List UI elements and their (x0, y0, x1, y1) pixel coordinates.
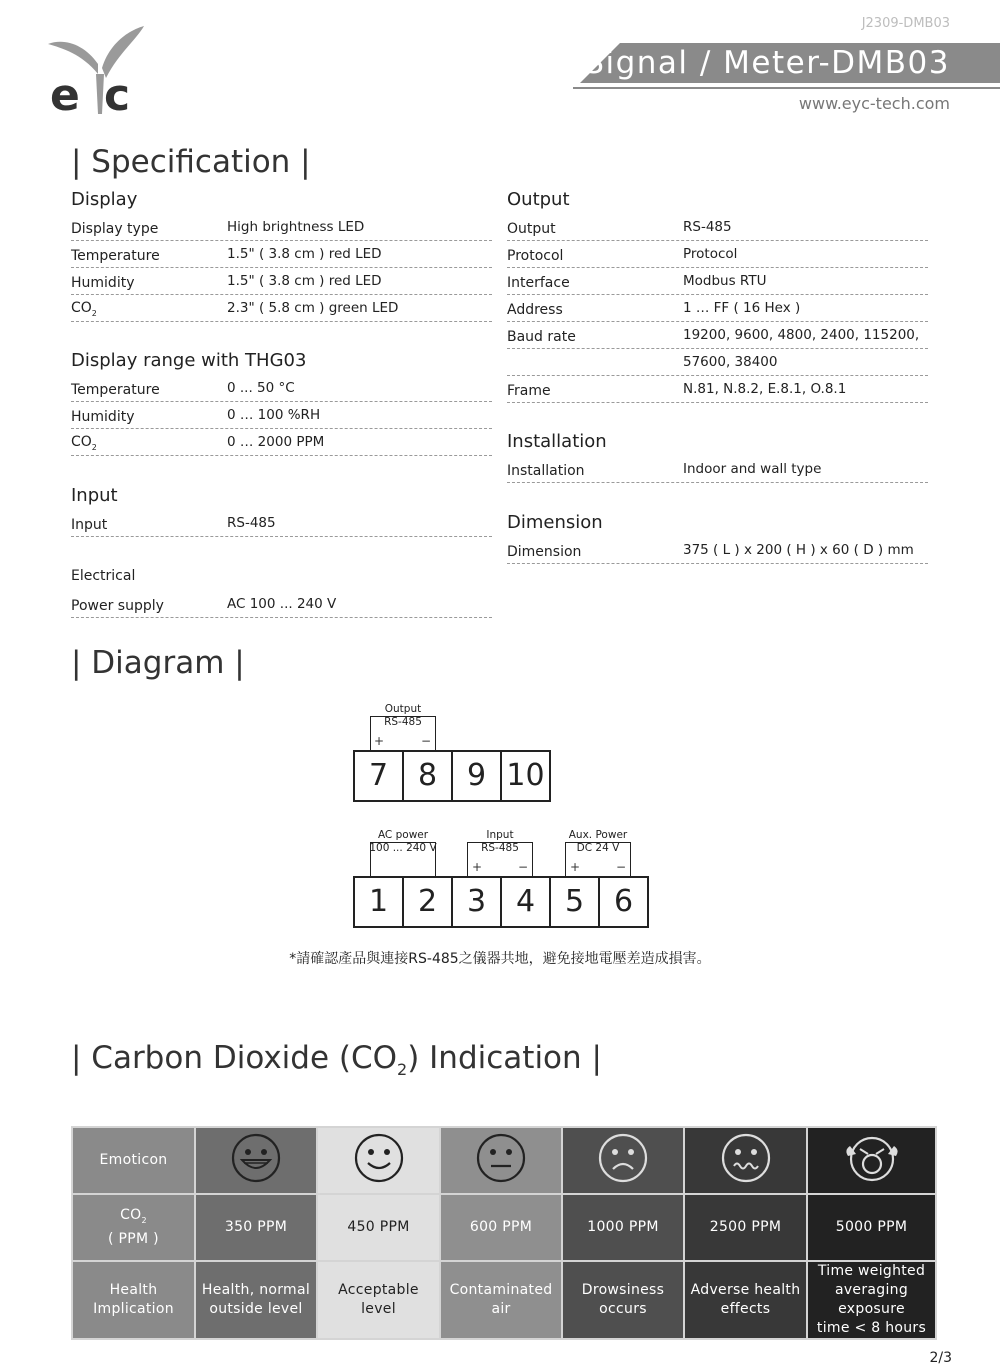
aux-power-label: Aux. Power DC 24 V (568, 829, 628, 854)
terminal-4: 4 (500, 876, 551, 928)
level-2-ppm: 450 PPM (317, 1194, 440, 1261)
spec-value: RS-485 (227, 515, 276, 531)
level-5-emoticon-cell (684, 1127, 807, 1194)
terminal-6: 6 (598, 876, 649, 928)
level-3-implication: Contaminated air (440, 1261, 562, 1339)
level-1-ppm: 350 PPM (195, 1194, 317, 1261)
dimension-group-title: Dimension (507, 512, 603, 533)
level-6-emoticon-cell (807, 1127, 936, 1194)
level-4-implication: Drowsiness occurs (562, 1261, 684, 1339)
input-label: Input RS-485 (481, 829, 519, 854)
svg-text:c: c (104, 70, 131, 116)
emoticon-row-header: Emoticon (72, 1127, 195, 1194)
emoticon-row (72, 1127, 936, 1194)
plus-sign: + (472, 860, 483, 874)
spec-row-interface (507, 268, 928, 295)
minus-sign: − (616, 860, 627, 874)
electrical-group-title: Electrical (71, 568, 136, 584)
spec-value: Indoor and wall type (683, 461, 822, 477)
level-3-emoticon-cell (440, 1127, 562, 1194)
terminal-1: 1 (353, 876, 404, 928)
output-label: Output RS-485 (384, 703, 422, 728)
spec-row-baud-rate-cont (507, 349, 928, 376)
spec-row-frame (507, 376, 928, 403)
display-group-title: Display (71, 189, 138, 210)
ac-power-label: AC power 100 ... 240 V (369, 829, 437, 854)
spec-row-baud-rate (507, 322, 928, 349)
spec-row-temperature (71, 241, 492, 268)
spec-label: $CO_2$ (71, 300, 97, 318)
terminal-5: 5 (549, 876, 600, 928)
spec-label: $CO_2$ (71, 434, 97, 452)
level-5-ppm: 2500 PPM (684, 1194, 807, 1261)
spec-row-range-co2 (71, 429, 492, 456)
health-row (72, 1261, 936, 1339)
spec-row-display-type (71, 214, 492, 241)
level-5-implication: Adverse health effects (684, 1261, 807, 1339)
ppm-row (72, 1194, 936, 1261)
terminal-10: 10 (500, 750, 551, 802)
level-2-implication: Acceptable level (317, 1261, 440, 1339)
spec-label: Temperature (71, 382, 160, 398)
terminal-8: 8 (402, 750, 453, 802)
spec-row-co2 (71, 295, 492, 322)
level-4-emoticon-cell (562, 1127, 684, 1194)
spec-value: N.81, N.8.2, E.8.1, O.8.1 (683, 381, 847, 397)
spec-label: Output (507, 221, 556, 237)
logo (44, 24, 154, 116)
spec-value: AC 100 ... 240 V (227, 596, 337, 612)
spec-label: Baud rate (507, 329, 576, 345)
minus-sign: − (518, 860, 529, 874)
level-2-emoticon-cell (317, 1127, 440, 1194)
level-1-implication: Health, normal outside level (195, 1261, 317, 1339)
terminal-3: 3 (451, 876, 502, 928)
plus-sign: + (570, 860, 581, 874)
spec-row-range-humidity (71, 402, 492, 429)
smile-face-icon (353, 1132, 405, 1184)
grin-face-icon (230, 1132, 282, 1184)
spec-label: Protocol (507, 248, 564, 264)
spec-label: Dimension (507, 544, 582, 560)
spec-label: Address (507, 302, 563, 318)
spec-label: Humidity (71, 409, 135, 425)
level-3-ppm: 600 PPM (440, 1194, 562, 1261)
spec-value: 0 … 2000 PPM (227, 434, 325, 450)
grounding-note: *請確認產品與連接RS-485之儀器共地，避免接地電壓差造成損害。 (289, 951, 711, 967)
spec-value: 1 … FF ( 16 Hex ) (683, 300, 801, 316)
neutral-face-icon (475, 1132, 527, 1184)
spec-row-protocol (507, 241, 928, 268)
level-6-implication: Time weighted averaging exposure time < 8 hours (807, 1261, 936, 1339)
spec-row-input (71, 510, 492, 537)
co2-row-header: $CO_2$ ( PPM ) (72, 1194, 195, 1261)
display-range-group-title: Display range with THG03 (71, 350, 307, 371)
input-group-title: Input (71, 485, 118, 506)
installation-group-title: Installation (507, 431, 607, 452)
spec-label: Input (71, 517, 108, 533)
spec-row-range-temperature (71, 375, 492, 402)
spec-row-address (507, 295, 928, 322)
document-code: J2309-DMB03 (861, 16, 950, 31)
health-row-header: Health Implication (72, 1261, 195, 1339)
level-4-ppm: 1000 PPM (562, 1194, 684, 1261)
level-6-ppm: 5000 PPM (807, 1194, 936, 1261)
spec-label: Interface (507, 275, 570, 291)
diagram-heading: | Diagram | (71, 645, 245, 681)
crying-face-icon (840, 1132, 904, 1184)
spec-row-installation (507, 456, 928, 483)
spec-label: Installation (507, 463, 585, 479)
co2-indication-table (71, 1126, 937, 1340)
sad-face-icon (597, 1132, 649, 1184)
title-underline (573, 87, 1000, 89)
spec-label: Temperature (71, 248, 160, 264)
queasy-face-icon (720, 1132, 772, 1184)
terminal-2: 2 (402, 876, 453, 928)
ac-power-bracket (370, 842, 436, 876)
spec-label: Frame (507, 383, 551, 399)
spec-label: Power supply (71, 598, 164, 614)
spec-value: 2.3" ( 5.8 cm ) green LED (227, 300, 399, 316)
terminal-9: 9 (451, 750, 502, 802)
output-group-title: Output (507, 189, 570, 210)
spec-row-humidity (71, 268, 492, 295)
spec-value: 375 ( L ) x 200 ( H ) x 60 ( D ) mm (683, 542, 914, 558)
plus-sign: + (374, 734, 385, 748)
page-number: 2/3 (929, 1350, 952, 1366)
spec-label: Display type (71, 221, 159, 237)
website-link[interactable]: www.eyc-tech.com (798, 94, 950, 113)
co2-heading: | Carbon Dioxide $(CO_2)$ Indication | (71, 1040, 602, 1080)
spec-value: Protocol (683, 246, 738, 262)
spec-value: High brightness LED (227, 219, 365, 235)
specification-heading: | Specification | (71, 144, 311, 180)
spec-row-dimension (507, 537, 928, 564)
spec-value: 1.5" ( 3.8 cm ) red LED (227, 246, 382, 262)
spec-value: Modbus RTU (683, 273, 767, 289)
level-1-emoticon-cell (195, 1127, 317, 1194)
spec-value: 0 ... 50 °C (227, 380, 295, 396)
minus-sign: − (421, 734, 432, 748)
terminal-7: 7 (353, 750, 404, 802)
spec-row-power-supply (71, 591, 492, 618)
spec-label: Humidity (71, 275, 135, 291)
svg-text:e: e (50, 70, 80, 116)
spec-value: 0 … 100 %RH (227, 407, 321, 423)
spec-value: RS-485 (683, 219, 732, 235)
spec-row-output (507, 214, 928, 241)
spec-value: 19200, 9600, 4800, 2400, 115200, (683, 327, 920, 343)
spec-value: 57600, 38400 (683, 354, 778, 370)
page-title: Signal / Meter-DMB03 (584, 45, 950, 81)
spec-value: 1.5" ( 3.8 cm ) red LED (227, 273, 382, 289)
